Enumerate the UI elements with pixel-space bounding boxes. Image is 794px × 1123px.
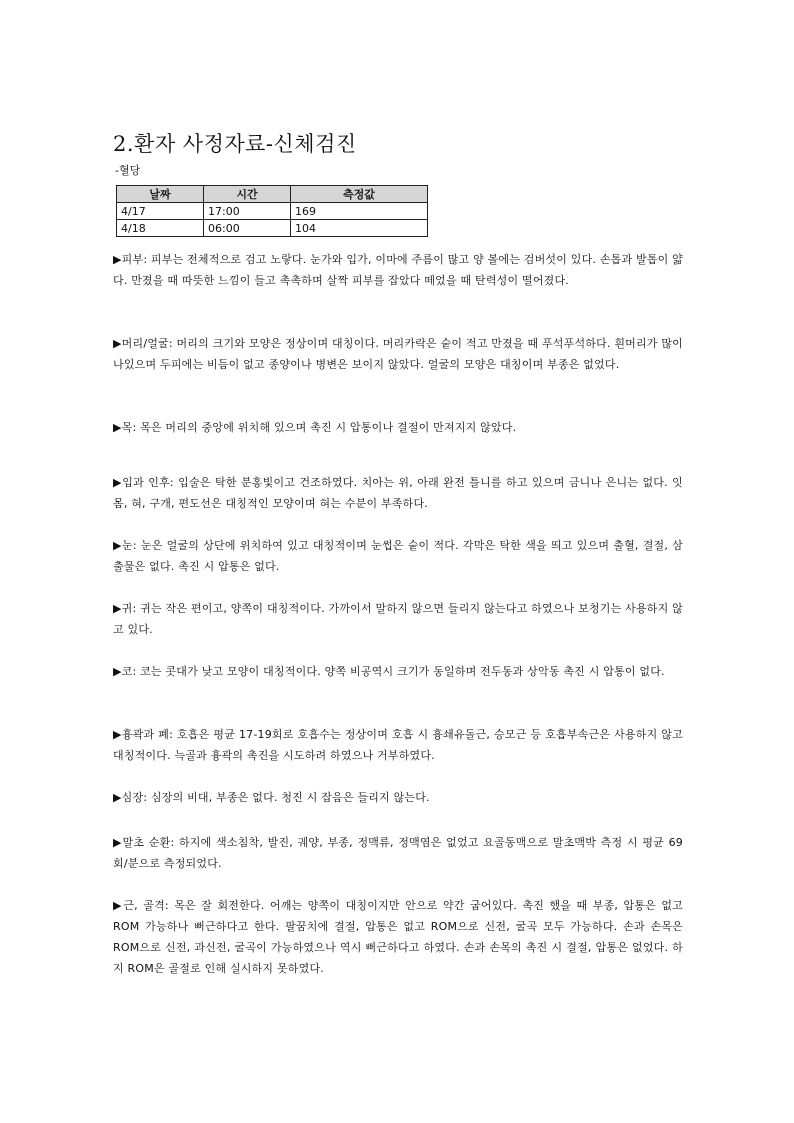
table-header-row	[117, 186, 428, 203]
exam-nose: ▶코: 코는 콧대가 낮고 모양이 대칭적이다. 양쪽 비공역시 크기가 동일하며 전두동과 상악동 촉진 시 압통이 없다.	[113, 665, 665, 678]
exam-heart: ▶심장: 심장의 비대, 부종은 없다. 청진 시 잡음은 들리지 않는다.	[113, 791, 430, 804]
exam-eyes: ▶눈: 눈은 얼굴의 상단에 위치하여 있고 대칭적이며 눈썹은 숱이 적다. 각막은 탁한 색을 띄고 있으며 출혈, 결절, 삼출물은 없다. 촉진 시 압통은 없다.	[113, 539, 683, 573]
exam-skin: ▶피부: 피부는 전체적으로 검고 노랗다. 눈가와 입가, 이마에 주름이 많고 양 볼에는 검버섯이 있다. 손톱과 발톱이 얇다. 만졌을 때 따뜻한 느낌이 들고 촉촉하며 살짝 피부를 잡았다 떼었을 때 탄력성이 떨어졌다.	[113, 253, 683, 287]
header-time: 시간	[204, 186, 291, 203]
exam-head-face: ▶머리/얼굴: 머리의 크기와 모양은 정상이며 대칭이다. 머리카락은 숱이 적고 만졌을 때 푸석푸석하다. 흰머리가 많이 나있으며 두피에는 비듬이 없고 종양이나 병변은 보이지 않았다. 얼굴의 모양은 대칭이며 부종은 없었다.	[113, 337, 683, 371]
exam-mouth-throat: ▶입과 인후: 입술은 탁한 분홍빛이고 건조하였다. 치아는 위, 아래 완전 틀니를 하고 있으며 금니나 은니는 없다. 잇몸, 혀, 구개, 편도선은 대칭적인 모양이며 혀는 수분이 부족하다.	[113, 476, 683, 510]
section-subtitle: -혈당	[115, 164, 141, 177]
cell-date: 4/17	[117, 203, 204, 220]
exam-peripheral-circulation: ▶말초 순환: 하지에 색소침착, 발진, 궤양, 부종, 정맥류, 정맥염은 없었고 요골동맥으로 말초맥박 측정 시 평균 69회/분으로 측정되었다.	[113, 836, 683, 870]
table-row	[117, 203, 428, 220]
page-title: 2.환자 사정자료-신체검진	[113, 132, 357, 156]
exam-neck: ▶목: 목은 머리의 중앙에 위치해 있으며 촉진 시 압통이나 결절이 만져지지 않았다.	[113, 421, 517, 434]
table-row	[117, 220, 428, 237]
blood-sugar-table	[116, 185, 428, 237]
cell-value: 104	[291, 220, 428, 237]
exam-ears: ▶귀: 귀는 작은 편이고, 양쪽이 대칭적이다. 가까이서 말하지 않으면 들리지 않는다고 하였으나 보청기는 사용하지 않고 있다.	[113, 602, 683, 636]
header-value: 측정값	[291, 186, 428, 203]
cell-date: 4/18	[117, 220, 204, 237]
cell-time: 06:00	[204, 220, 291, 237]
cell-time: 17:00	[204, 203, 291, 220]
header-date: 날짜	[117, 186, 204, 203]
exam-musculoskeletal: ▶근, 골격: 목은 잘 회전한다. 어깨는 양쪽이 대칭이지만 안으로 약간 굽어있다. 촉진 했을 때 부종, 압통은 없고 ROM 가능하나 뻐근하다고 한다. 팔꿈치에 결절, 압통은 없고 ROM으로 신전, 굴곡 모두 가능하다. 손과 손목은 ROM으로 신전, 과신전, 굴곡이 가능하였으나 역시 뻐근하다고 하였다. 손과 손목의 촉진 시 결절, 압통은 없었다. 하지 ROM은 골절로 인해 실시하지 못하였다.	[113, 899, 683, 975]
exam-thorax-lungs: ▶흉곽과 폐: 호흡은 평균 17-19회로 호흡수는 정상이며 호흡 시 흉쇄유돌근, 승모근 등 호흡부속근은 사용하지 않고 대칭적이다. 늑골과 흉곽의 촉진을 시도하려 하였으나 거부하였다.	[113, 728, 683, 762]
cell-value: 169	[291, 203, 428, 220]
